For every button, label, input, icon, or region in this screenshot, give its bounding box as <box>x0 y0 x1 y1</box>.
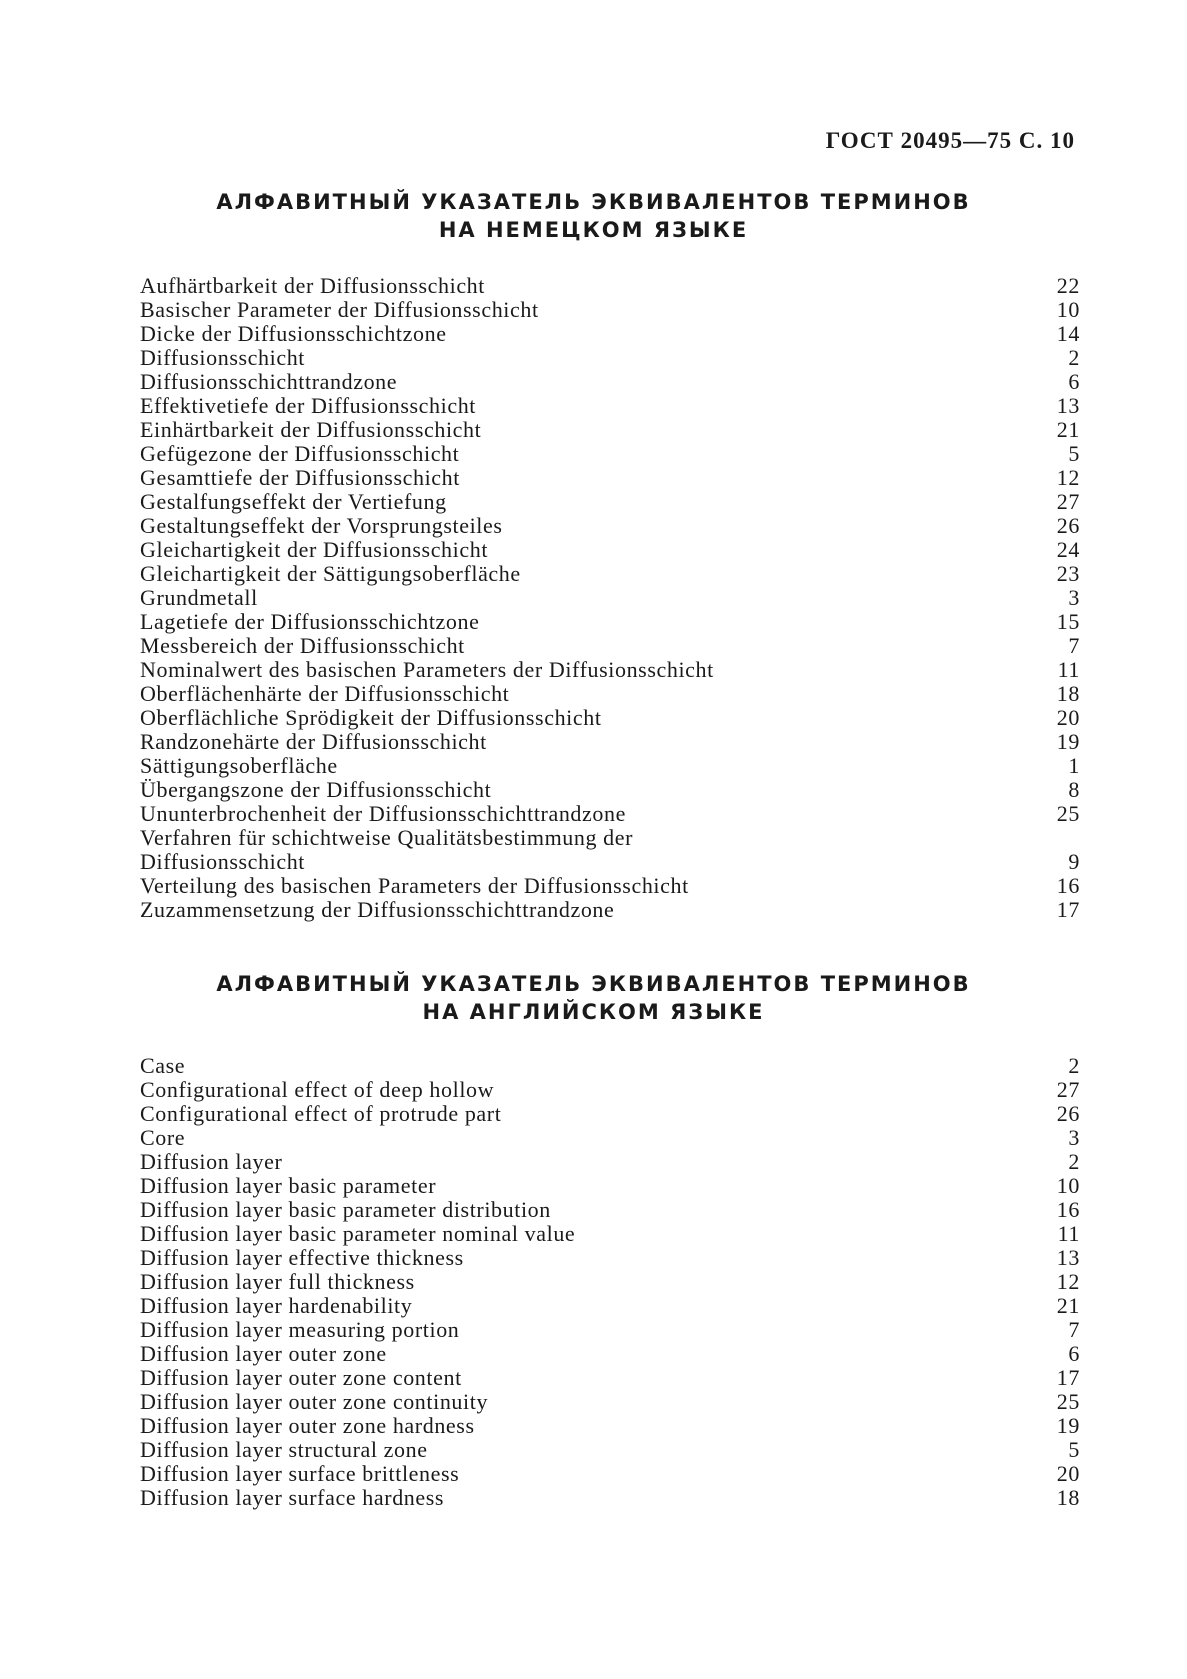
index-entry <box>140 514 1080 538</box>
entry-term: Lagetiefe der Diffusionsschichtzone <box>140 609 480 634</box>
entry-term: Diffusion layer outer zone hardness <box>140 1413 475 1438</box>
entry-term: Diffusion layer basic parameter nominal value <box>140 1221 576 1246</box>
entry-term: Core <box>140 1125 186 1150</box>
index-entry <box>140 466 1080 490</box>
entry-number: 21 <box>1056 417 1080 442</box>
entry-number: 19 <box>1056 1413 1080 1438</box>
index-entry <box>140 1222 1080 1246</box>
entry-number: 23 <box>1056 561 1080 586</box>
entry-term: Gefügezone der Diffusionsschicht <box>140 441 460 466</box>
index-entry <box>140 370 1080 394</box>
index-entry <box>140 394 1080 418</box>
entry-number: 14 <box>1056 321 1080 346</box>
entry-number: 17 <box>1056 897 1080 922</box>
entry-term: Sättigungsoberfläche <box>140 753 338 778</box>
entry-term: Grundmetall <box>140 585 258 610</box>
entry-term: Diffusion layer outer zone <box>140 1341 387 1366</box>
index-entry <box>140 1390 1080 1414</box>
entry-term: Diffusion layer measuring portion <box>140 1317 460 1342</box>
entry-term: Gesamttiefe der Diffusionsschicht <box>140 465 460 490</box>
german-index-title <box>0 188 1187 244</box>
english-index-title-line1: АЛФАВИТНЫЙ УКАЗАТЕЛЬ ЭКВИВАЛЕНТОВ ТЕРМИНОВ <box>216 972 971 996</box>
entry-term: Übergangszone der Diffusionsschicht <box>140 777 492 802</box>
entry-number: 13 <box>1056 393 1080 418</box>
entry-term: Configurational effect of protrude part <box>140 1101 502 1126</box>
german-index-list <box>140 274 1080 922</box>
entry-term: Diffusion layer surface brittleness <box>140 1461 460 1486</box>
entry-number: 5 <box>1068 1437 1080 1462</box>
index-entry <box>140 1054 1080 1078</box>
entry-number: 25 <box>1056 801 1080 826</box>
index-entry <box>140 1462 1080 1486</box>
index-entry <box>140 562 1080 586</box>
entry-number: 17 <box>1056 1365 1080 1390</box>
index-entry <box>140 802 1080 826</box>
english-index-list <box>140 1054 1080 1510</box>
entry-number: 7 <box>1068 633 1080 658</box>
entry-term: Case <box>140 1053 186 1078</box>
index-entry <box>140 1366 1080 1390</box>
entry-term: Diffusionsschicht <box>140 345 306 370</box>
index-entry <box>140 1078 1080 1102</box>
entry-term: Configurational effect of deep hollow <box>140 1077 495 1102</box>
entry-number: 24 <box>1056 537 1080 562</box>
entry-number: 2 <box>1068 345 1080 370</box>
entry-number: 27 <box>1056 1077 1080 1102</box>
entry-term: Basischer Parameter der Diffusionsschicht <box>140 297 539 322</box>
index-entry <box>140 1174 1080 1198</box>
entry-term: Oberflächliche Sprödigkeit der Diffusionsschicht <box>140 705 602 730</box>
index-entry <box>140 586 1080 610</box>
index-entry <box>140 1342 1080 1366</box>
entry-term: Diffusion layer outer zone continuity <box>140 1389 489 1414</box>
entry-number: 8 <box>1068 777 1080 802</box>
entry-term: Gestalfungseffekt der Vertiefung <box>140 489 447 514</box>
entry-term: Verteilung des basischen Parameters der Diffusionsschicht <box>140 873 689 898</box>
entry-number: 20 <box>1056 705 1080 730</box>
entry-term: Diffusion layer hardenability <box>140 1293 413 1318</box>
entry-term: Diffusion layer structural zone <box>140 1437 428 1462</box>
index-entry <box>140 826 1080 874</box>
entry-number: 15 <box>1056 609 1080 634</box>
index-entry <box>140 442 1080 466</box>
entry-number: 10 <box>1056 1173 1080 1198</box>
index-entry <box>140 1318 1080 1342</box>
index-entry <box>140 322 1080 346</box>
index-entry <box>140 754 1080 778</box>
german-index-title-line1: АЛФАВИТНЫЙ УКАЗАТЕЛЬ ЭКВИВАЛЕНТОВ ТЕРМИНОВ <box>216 190 971 214</box>
entry-term: Oberflächenhärte der Diffusionsschicht <box>140 681 510 706</box>
entry-number: 21 <box>1056 1293 1080 1318</box>
index-entry <box>140 610 1080 634</box>
entry-term: Diffusion layer <box>140 1149 283 1174</box>
index-entry <box>140 1486 1080 1510</box>
index-entry <box>140 898 1080 922</box>
entry-number: 20 <box>1056 1461 1080 1486</box>
index-entry <box>140 658 1080 682</box>
index-entry <box>140 274 1080 298</box>
index-entry <box>140 1126 1080 1150</box>
entry-term: Einhärtbarkeit der Diffusionsschicht <box>140 417 482 442</box>
entry-term: Gleichartigkeit der Sättigungsoberfläche <box>140 561 521 586</box>
entry-term: Diffusion layer effective thickness <box>140 1245 464 1270</box>
entry-number: 6 <box>1068 1341 1080 1366</box>
entry-number: 12 <box>1056 1269 1080 1294</box>
entry-term: Gestaltungseffekt der Vorsprungsteiles <box>140 513 503 538</box>
page-header: ГОСТ 20495—75 С. 10 <box>825 128 1075 153</box>
index-entry <box>140 682 1080 706</box>
entry-number: 25 <box>1056 1389 1080 1414</box>
index-entry <box>140 298 1080 322</box>
index-entry <box>140 778 1080 802</box>
index-entry <box>140 1294 1080 1318</box>
german-index-title-line2: НА НЕМЕЦКОМ ЯЗЫКЕ <box>438 218 749 242</box>
entry-term: Diffusionsschichttrandzone <box>140 369 398 394</box>
entry-term: Diffusion layer basic parameter distribution <box>140 1197 551 1222</box>
index-entry <box>140 634 1080 658</box>
entry-number: 11 <box>1057 1221 1080 1246</box>
entry-term: Aufhärtbarkeit der Diffusionsschicht <box>140 273 485 298</box>
entry-term: Diffusion layer outer zone content <box>140 1365 462 1390</box>
entry-number: 3 <box>1068 585 1080 610</box>
entry-number: 18 <box>1056 681 1080 706</box>
entry-term: Messbereich der Diffusionsschicht <box>140 633 465 658</box>
entry-term: Nominalwert des basischen Parameters der Diffusionsschicht <box>140 657 714 682</box>
entry-number: 22 <box>1056 273 1080 298</box>
entry-number: 11 <box>1057 657 1080 682</box>
index-entry <box>140 1150 1080 1174</box>
index-entry <box>140 1270 1080 1294</box>
entry-term: Gleichartigkeit der Diffusionsschicht <box>140 537 489 562</box>
entry-number: 7 <box>1068 1317 1080 1342</box>
index-entry <box>140 730 1080 754</box>
entry-number: 27 <box>1056 489 1080 514</box>
index-entry <box>140 490 1080 514</box>
entry-number: 12 <box>1056 465 1080 490</box>
index-entry <box>140 418 1080 442</box>
entry-number: 5 <box>1068 441 1080 466</box>
index-entry <box>140 1198 1080 1222</box>
index-entry <box>140 538 1080 562</box>
entry-number: 13 <box>1056 1245 1080 1270</box>
entry-number: 2 <box>1068 1053 1080 1078</box>
entry-number: 26 <box>1056 1101 1080 1126</box>
entry-number: 1 <box>1068 753 1080 778</box>
entry-term: Randzonehärte der Diffusionsschicht <box>140 729 487 754</box>
entry-term: Diffusion layer surface hardness <box>140 1485 445 1510</box>
entry-number: 2 <box>1068 1149 1080 1174</box>
index-entry <box>140 1414 1080 1438</box>
entry-term: Diffusion layer full thickness <box>140 1269 415 1294</box>
entry-number: 26 <box>1056 513 1080 538</box>
entry-term: Dicke der Diffusionsschichtzone <box>140 321 447 346</box>
entry-number: 19 <box>1056 729 1080 754</box>
entry-number: 9 <box>1068 849 1080 874</box>
entry-number: 3 <box>1068 1125 1080 1150</box>
entry-number: 16 <box>1056 873 1080 898</box>
entry-number: 16 <box>1056 1197 1080 1222</box>
english-index-title <box>0 970 1187 1026</box>
entry-term: Ununterbrochenheit der Diffusionsschichttrandzone <box>140 801 626 826</box>
index-entry <box>140 1102 1080 1126</box>
index-entry <box>140 1246 1080 1270</box>
entry-term: Zuzammensetzung der Diffusionsschichttrandzone <box>140 897 615 922</box>
entry-number: 18 <box>1056 1485 1080 1510</box>
entry-number: 6 <box>1068 369 1080 394</box>
entry-number: 10 <box>1056 297 1080 322</box>
english-index-title-line2: НА АНГЛИЙСКОМ ЯЗЫКЕ <box>422 1000 765 1024</box>
entry-term: Verfahren für schichtweise Qualitätsbestimmung der Diffusionsschicht <box>140 825 634 874</box>
index-entry <box>140 1438 1080 1462</box>
entry-term: Diffusion layer basic parameter <box>140 1173 437 1198</box>
index-entry <box>140 706 1080 730</box>
entry-term: Effektivetiefe der Diffusionsschicht <box>140 393 477 418</box>
index-entry <box>140 346 1080 370</box>
index-entry <box>140 874 1080 898</box>
